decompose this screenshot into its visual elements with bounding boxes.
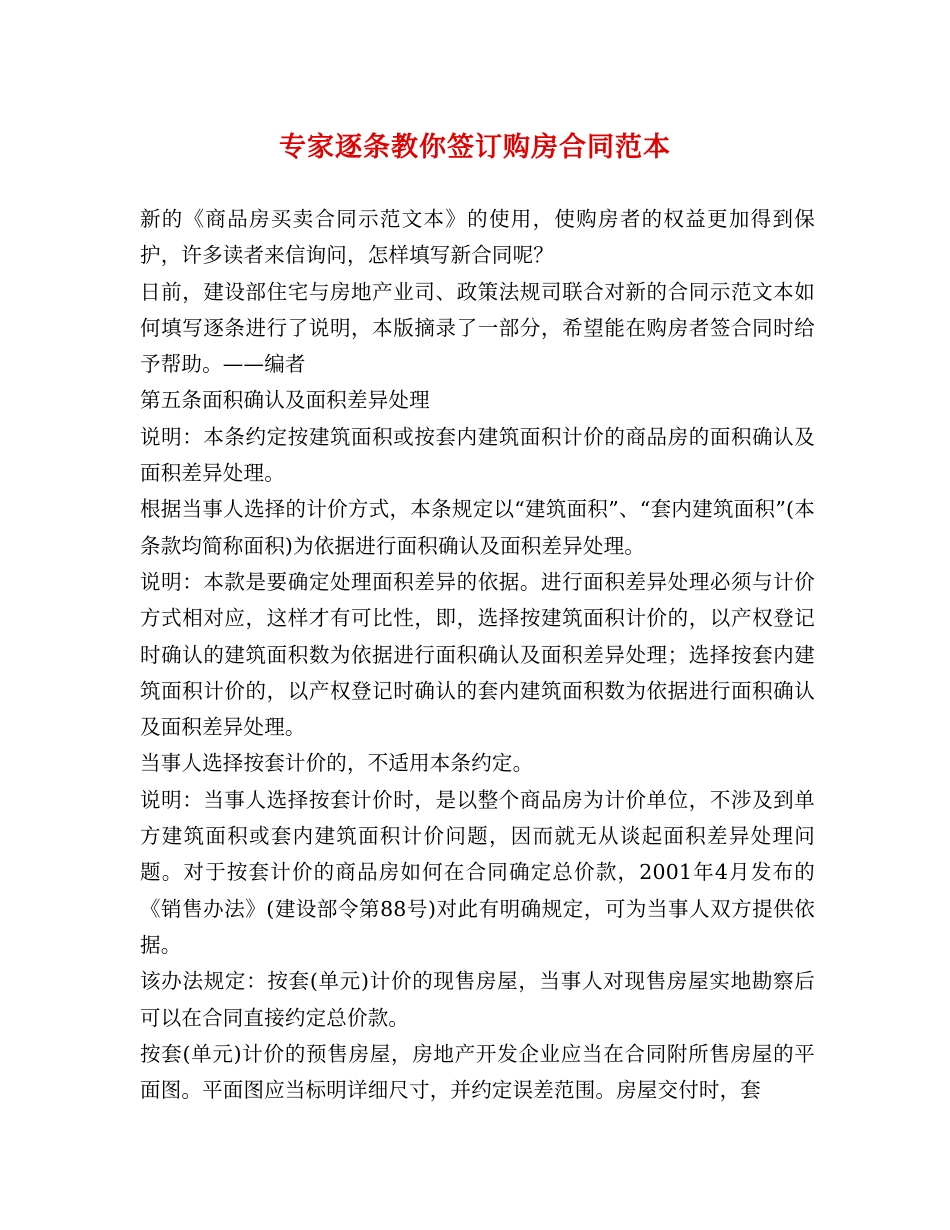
section-heading: 第五条面积确认及面积差异处理 (140, 388, 430, 413)
paragraph: 当事人选择按套计价的，不适用本条约定。 (140, 751, 534, 776)
paragraph: 该办法规定：按套(单元)计价的现售房屋，当事人对现售房屋实地勘察后可以在合同直接约定总价款。 (140, 969, 815, 1030)
paragraph: 按套(单元)计价的预售房屋，房地产开发企业应当在合同附所售房屋的平面图。平面图应当标明详细尺寸，并约定误差范围。房屋交付时，套 (140, 1041, 815, 1103)
document-title: 专家逐条教你签订购房合同范本 (279, 132, 671, 163)
paragraph: 说明：本款是要确定处理面积差异的依据。进行面积差异处理必须与计价方式相对应，这样才有可比性，即，选择按建筑面积计价的，以产权登记时确认的建筑面积数为依据进行面积确认及面积差异处理；选择按套内建筑面积计价的，以产权登记时确认的套内建筑面积数为依据进行面积确认及面积差异处理。 (140, 569, 815, 740)
document-body (140, 201, 815, 1108)
paragraph: 说明：当事人选择按套计价时，是以整个商品房为计价单位，不涉及到单方建筑面积或套内建筑面积计价问题，因而就无从谈起面积差异处理问题。对于按套计价的商品房如何在合同确定总价款，2001年4月发布的《销售办法》(建设部令第88号)对此有明确规定，可为当事人双方提供依据。 (140, 787, 815, 957)
paragraph: 说明：本条约定按建筑面积或按套内建筑面积计价的商品房的面积确认及面积差异处理。 (140, 424, 815, 486)
paragraph: 新的《商品房买卖合同示范文本》的使用，使购房者的权益更加得到保护，许多读者来信询问，怎样填写新合同呢？ (140, 207, 815, 268)
paragraph: 根据当事人选择的计价方式，本条规定以“建筑面积”、“套内建筑面积”(本条款均简称面积)为依据进行面积确认及面积差异处理。 (140, 497, 815, 558)
paragraph: 日前，建设部住宅与房地产业司、政策法规司联合对新的合同示范文本如何填写逐条进行了说明，本版摘录了一部分，希望能在购房者签合同时给予帮助。——编者 (140, 279, 815, 377)
